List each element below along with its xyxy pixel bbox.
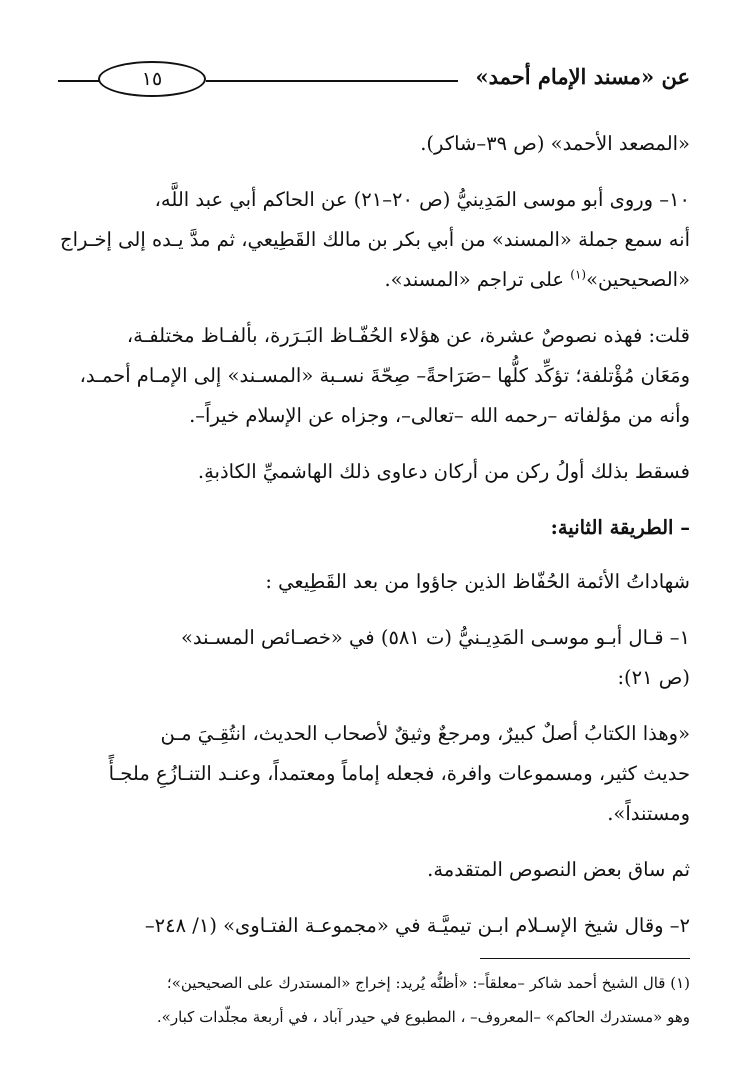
header-rule-left bbox=[58, 80, 100, 82]
paragraph bbox=[58, 618, 690, 698]
footnote-reference[interactable]: (١) bbox=[570, 267, 587, 282]
text-line: ومستنداً». bbox=[607, 802, 690, 825]
paragraph bbox=[58, 452, 690, 492]
text-line: وأنه من مؤلفاته –رحمه الله –تعالى–، وجزاه عن الإسلام خيراً–. bbox=[189, 404, 690, 427]
text-line: ١٠– وروى أبو موسى المَدِينيُّ (ص ٢٠–٢١) عن الحاكم أبي عبد اللَّه، bbox=[154, 188, 690, 211]
text-line: حديث كثير، ومسموعات وافرة، فجعله إماماً ومعتمداً، وعنـد التنـازُعِ ملجـأً bbox=[108, 762, 690, 785]
paragraph bbox=[58, 562, 690, 602]
page-number-badge: ١٥ bbox=[98, 61, 206, 97]
text-line: أنه سمع جملة «المسند» من أبي بكر بن مالك القَطِيعي، ثم مدَّ يـده إلى إخـراج bbox=[60, 228, 690, 251]
text-line: ١– قـال أبـو موسـى المَدِيـنيُّ (ت ٥٨١) في «خصـائص المسـند» bbox=[181, 626, 690, 649]
footnote-separator bbox=[480, 958, 690, 959]
text-line: «الصحيحين» bbox=[586, 268, 690, 291]
section-heading bbox=[58, 508, 690, 548]
text-line: ثم ساق بعض النصوص المتقدمة. bbox=[427, 858, 690, 881]
paragraph bbox=[58, 906, 690, 946]
book-page bbox=[58, 0, 690, 1090]
text-line: فسقط بذلك أولُ ركن من أركان دعاوى ذلك الهاشميِّ الكاذبةِ. bbox=[197, 460, 690, 483]
text-line: (ص ٢١): bbox=[617, 666, 690, 689]
main-text bbox=[58, 124, 690, 952]
header-title: عن «مسند الإمام أحمد» bbox=[475, 64, 690, 89]
quote-paragraph bbox=[58, 714, 690, 834]
footnotes bbox=[58, 966, 690, 1034]
text-line: شهاداتُ الأئمة الحُفّاظ الذين جاؤوا من بعد القَطِيعي : bbox=[265, 570, 690, 593]
text-line: ومَعَان مُؤْتلفة؛ تؤكِّد كلُّها –صَرَاحةً– صِحّةَ نسـبة «المسـند» إلى الإمـام أحمـد، bbox=[79, 364, 690, 387]
paragraph bbox=[58, 180, 690, 300]
text-line: «وهذا الكتابُ أصلٌ كبيرٌ، ومرجعٌ وثيقٌ لأصحاب الحديث، انتُقِـيَ مـن bbox=[160, 722, 690, 745]
text-line: ٢– وقال شيخ الإسـلام ابـن تيميَّـة في «مجموعـة الفتـاوى» (١/ ٢٤٨– bbox=[144, 914, 690, 937]
text-line: قلت: فهذه نصوصٌ عشرة، عن هؤلاء الحُفّـاظ البَـرَرة، بألفـاظ مختلفـة، bbox=[126, 324, 690, 347]
paragraph bbox=[58, 850, 690, 890]
paragraph bbox=[58, 124, 690, 164]
footnote-line: وهو «مستدرك الحاكم» –المعروف– ، المطبوع في حيدر آباد ، في أربعة مجلّدات كبار». bbox=[156, 1008, 690, 1026]
paragraph bbox=[58, 316, 690, 436]
text-line: على تراجم «المسند». bbox=[384, 268, 571, 291]
header-rule bbox=[206, 80, 458, 82]
footnote-line: (١) قال الشيخ أحمد شاكر –معلقاً–: «أظنُّه يُريد: إخراج «المستدرك على الصحيحين»؛ bbox=[166, 974, 690, 992]
section-heading-text: – الطريقة الثانية: bbox=[550, 516, 690, 539]
text-line: «المصعد الأحمد» (ص ٣٩–شاكر). bbox=[420, 132, 690, 155]
running-header bbox=[58, 58, 690, 102]
